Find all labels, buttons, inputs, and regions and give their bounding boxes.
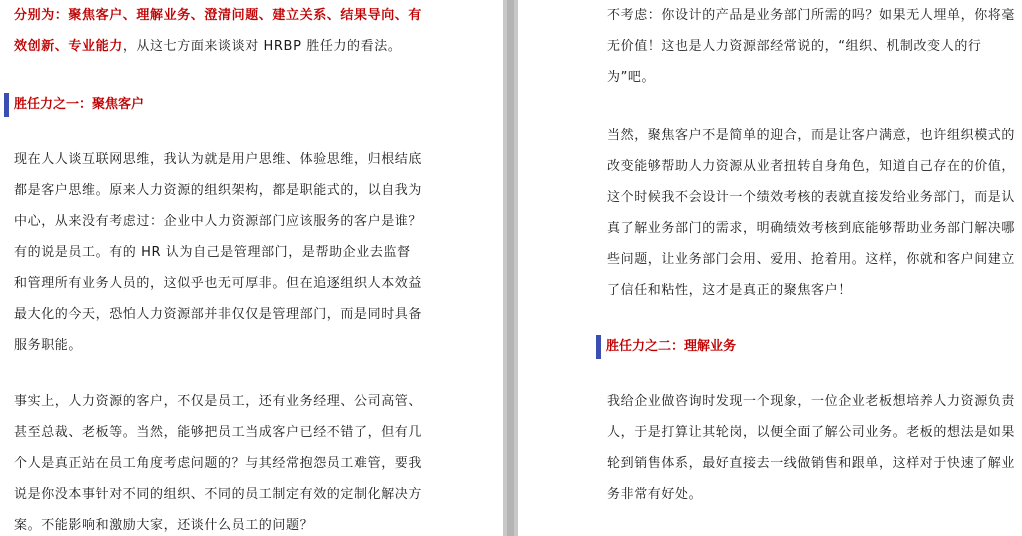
heading-text: 胜任力之一：聚焦客户 — [14, 97, 145, 112]
intro-text: ，从这七方面来谈谈对 HRBP 胜任力的看法。 — [122, 39, 402, 54]
left-page — [0, 0, 503, 536]
heading-bar-marker — [596, 335, 601, 359]
heading-text: 胜任力之二：理解业务 — [606, 339, 737, 354]
heading-bar-marker — [4, 93, 9, 117]
section-heading-1 — [4, 93, 304, 117]
body-paragraph: 当然，聚焦客户不是简单的迎合，而是让客户满意，也许组织模式的改变能够帮助人力资源从业者扭转自身角色，知道自己存在的价值，这个时候我不会设计一个绩效考核的表就直接发给业务部门，而是认真了解业务部门的需求，明确绩效考核到底能够帮助业务部门解决哪些问题，让业务部门会用、爱用、抢着用。这样，你就和客户间建立了信任和粘性，这才是真正的聚焦客户！ — [607, 128, 1016, 298]
body-paragraph: 事实上，人力资源的客户，不仅是员工，还有业务经理、公司高管、甚至总裁、老板等。当然，能够把员工当成客户已经不错了，但有几个人是真正站在员工角度考虑问题的？与其经常抱怨员工难管，要我说是你没本事针对不同的组织、不同的员工制定有效的定制化解决方案。不能影响和激励大家，还谈什么员工的问题？ — [14, 394, 423, 533]
body-paragraph: 现在人人谈互联网思维，我认为就是用户思维、体验思维，归根结底都是客户思维。原来人力资源的组织架构，都是职能式的，以自我为中心，从来没有考虑过：企业中人力资源部门应该服务的客户是谁？有的说是员工。有的 HR 认为自己是管理部门，是帮助企业去监督和管理所有业务人员的，这似乎也无可厚非。但在追逐组织人本效益最大化的今天，恐怕人力资源部并非仅仅是管理部门，而是同时具备服务职能。 — [14, 152, 423, 353]
competency-list: 分别为：聚焦客户、理解业务、澄清问题、建立关系、结果导向、有效创新、专业能力 — [14, 8, 423, 54]
page-gutter — [503, 0, 518, 536]
right-page — [518, 0, 1022, 536]
intro-paragraph — [14, 0, 422, 62]
body-paragraph: 不考虑：你设计的产品是业务部门所需的吗？如果无人埋单，你将毫无价值！这也是人力资源部经常说的，“组织、机制改变人的行为”吧。 — [607, 8, 1016, 85]
body-paragraph: 我给企业做咨询时发现一个现象，一位企业老板想培养人力资源负责人，于是打算让其轮岗，以便全面了解公司业务。老板的想法是如果轮到销售体系，最好直接去一线做销售和跟单，这样对于快速了解业务非常有好处。 — [607, 394, 1016, 502]
gutter-shade — [507, 0, 514, 536]
section-heading-2 — [596, 335, 896, 359]
